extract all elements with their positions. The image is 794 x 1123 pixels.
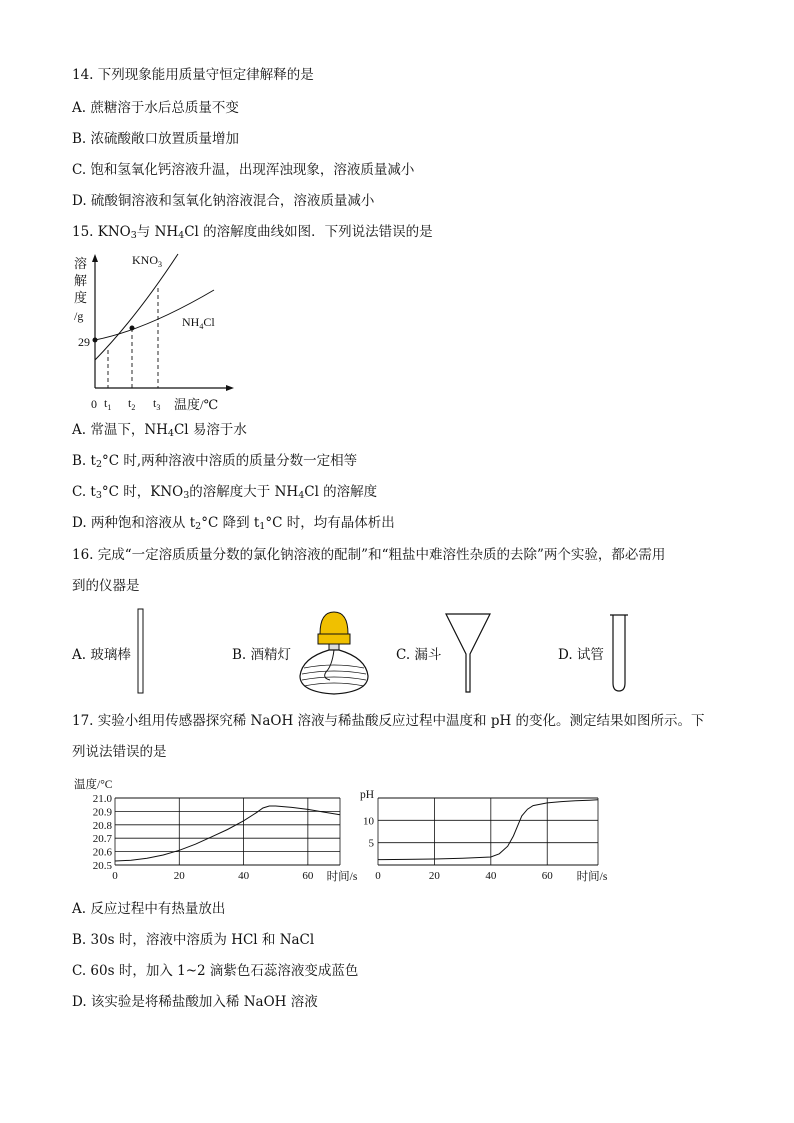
temp-x-tick: 20 — [173, 870, 185, 882]
q15-option-b: B. $t_2^\circ C$ 时,两种溶液中溶质的质量分数一定相等 — [72, 453, 358, 470]
temp-y-tick: 20.9 — [92, 806, 112, 819]
ph-chart-ylabel: pH — [360, 789, 375, 801]
ph-y-tick: 5 — [368, 837, 374, 850]
q15-option-c: C. $t_3^\circ C$ 时，$KNO_3$的溶解度大于 $NH_4Cl$ 的溶解度 — [72, 484, 378, 501]
solubility-graph — [66, 248, 256, 420]
q14-stem: 14. 下列现象能用质量守恒定律解释的是 — [72, 67, 314, 83]
ph-x-tick: 60 — [541, 870, 553, 882]
graph-ylabel-2: 解 — [74, 273, 88, 288]
q15-option-d: D. 两种饱和溶液从 $t_2^\circ C$ 降到 $t_1^\circ C$ 时，均有晶体析出 — [72, 515, 395, 532]
graph-nh4cl-label: $NH_4Cl$ — [182, 315, 215, 331]
temp-y-tick: 20.7 — [92, 833, 112, 846]
q17-option-b: B. 30s 时，溶液中溶质为 HCl 和 NaCl — [72, 932, 315, 948]
q16-stem-line2: 到的仪器是 — [72, 578, 140, 594]
graph-xlabel: 温度/℃ — [174, 397, 219, 412]
q15-stem: 15. $KNO_3$与 $NH_4Cl$ 的溶解度曲线如图．下列说法错误的是 — [72, 224, 433, 241]
q14-option-b: B. 浓硫酸敞口放置质量增加 — [72, 131, 240, 147]
q14-option-c: C. 饱和氢氧化钙溶液升温，出现浑浊现象，溶液质量减小 — [72, 162, 415, 178]
q16-option-b: B. 酒精灯 — [232, 647, 292, 663]
q17-option-c: C. 60s 时，加入 1~2 滴紫色石蕊溶液变成蓝色 — [72, 963, 359, 979]
ph-series-line — [378, 800, 598, 860]
ph-chart-xlabel: 时间/s — [576, 871, 608, 883]
temp-x-tick: 0 — [112, 870, 118, 882]
graph-ylabel-1: 溶 — [74, 256, 88, 271]
q17-stem-line1: 17. 实验小组用传感器探究稀 NaOH 溶液与稀盐酸反应过程中温度和 pH 的变化。测定结果如图所示。下 — [72, 713, 705, 729]
q15-option-a: A. 常温下，$NH_4Cl$ 易溶于水 — [72, 422, 247, 439]
graph-tick-t2: $t_2$ — [128, 396, 136, 412]
glass-rod-icon — [136, 608, 146, 694]
alcohol-lamp-icon — [296, 606, 372, 698]
temp-y-tick: 21.0 — [92, 793, 112, 805]
q17-stem-line2: 列说法错误的是 — [72, 744, 167, 760]
temp-x-tick: 40 — [238, 870, 250, 882]
temperature-chart — [70, 774, 360, 886]
temp-x-tick: 60 — [302, 870, 314, 882]
graph-kno3-label: $KNO_3$ — [132, 253, 162, 269]
q17-option-d: D. 该实验是将稀盐酸加入稀 NaOH 溶液 — [72, 994, 318, 1010]
graph-ylabel-3: 度 — [74, 290, 88, 305]
graph-y-value: 29 — [78, 335, 90, 349]
temp-chart-xlabel: 时间/s — [326, 871, 358, 883]
temp-y-tick: 20.8 — [92, 819, 112, 832]
test-tube-icon — [609, 613, 629, 693]
q16-option-a: A. 玻璃棒 — [72, 647, 131, 663]
ph-chart — [356, 782, 616, 886]
graph-tick-t1: $t_1$ — [104, 396, 112, 412]
q16-option-d: D. 试管 — [558, 647, 604, 663]
q14-option-a: A. 蔗糖溶于水后总质量不变 — [72, 100, 239, 116]
graph-ylabel-4: /g — [74, 309, 84, 323]
funnel-icon — [444, 612, 492, 694]
temp-chart-ylabel: 温度/°C — [74, 779, 113, 791]
q17-option-a: A. 反应过程中有热量放出 — [72, 901, 226, 917]
temp-y-tick: 20.5 — [92, 860, 112, 872]
ph-x-tick: 0 — [375, 870, 381, 882]
temp-y-tick: 20.6 — [92, 846, 112, 859]
q16-stem-line1: 16. 完成“一定溶质质量分数的氯化钠溶液的配制”和“粗盐中难溶性杂质的去除”两个实验，都必需用 — [72, 547, 666, 563]
temp-series-line — [115, 806, 340, 861]
q16-option-c: C. 漏斗 — [396, 647, 442, 663]
q14-option-d: D. 硫酸铜溶液和氢氧化钠溶液混合，溶液质量减小 — [72, 193, 375, 209]
ph-x-tick: 40 — [485, 870, 497, 882]
ph-x-tick: 20 — [428, 870, 440, 882]
graph-origin: 0 — [91, 397, 97, 411]
ph-y-tick: 10 — [363, 815, 374, 828]
graph-tick-t3: $t_3$ — [153, 396, 161, 412]
